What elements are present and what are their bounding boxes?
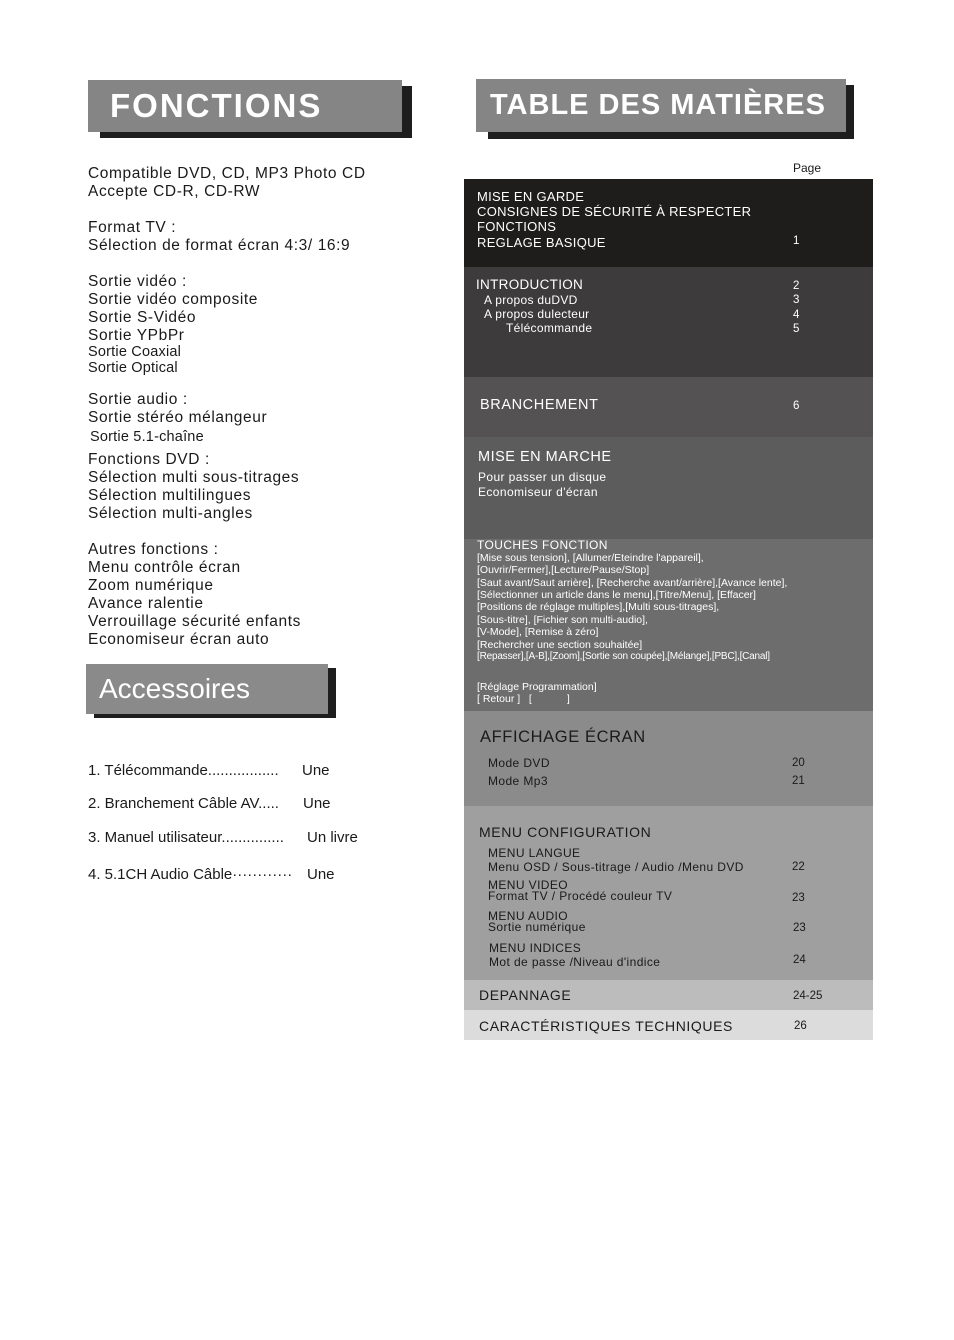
page-column-label: Page	[793, 161, 822, 175]
toc-sub-entry[interactable]: MENU AUDIO	[488, 909, 569, 923]
toc-sub-entry[interactable]: Télécommande	[506, 321, 593, 335]
toc-entry[interactable]: BRANCHEMENT	[480, 397, 599, 413]
toc-sub-entry[interactable]: [Rechercher une section souhaitée]	[477, 639, 643, 651]
page-number: 24-25	[793, 990, 823, 1002]
toc-entry[interactable]: FONCTIONS	[477, 219, 557, 234]
toc-sub-entry[interactable]: MENU INDICES	[489, 941, 582, 955]
accessory-name: 3. Manuel utilisateur...............	[88, 829, 284, 846]
accessoires-title: Accessoires	[86, 664, 328, 714]
toc-sub-entry[interactable]: Economiseur d'écran	[478, 485, 598, 499]
toc-sub-entry[interactable]: [Mise sous tension], [Allumer/Eteindre l'appareil],	[477, 552, 704, 564]
page-number: 2	[793, 280, 800, 292]
toc-sub-entry[interactable]: [Réglage Programmation]	[477, 681, 597, 693]
feature-line: Verrouillage sécurité enfants	[88, 613, 301, 630]
accessory-qty: Une	[303, 795, 331, 812]
toc-entry[interactable]: DEPANNAGE	[479, 987, 572, 1003]
feature-line: Menu contrôle écran	[88, 559, 241, 576]
toc-sub-entry[interactable]: Mode Mp3	[488, 774, 548, 788]
accessory-item	[88, 762, 330, 779]
toc-sub-entry[interactable]: Mode DVD	[488, 756, 550, 770]
feature-line: Sortie 5.1-chaîne	[90, 429, 204, 445]
feature-heading: Sortie vidéo :	[88, 273, 187, 290]
feature-heading: Sortie audio :	[88, 391, 188, 408]
accessoires-header	[86, 664, 336, 718]
toc-entry[interactable]: AFFICHAGE ÉCRAN	[480, 728, 646, 746]
feature-line: Sortie YPbPr	[88, 327, 185, 344]
feature-line: Sortie S-Vidéo	[88, 309, 197, 326]
toc-sub-entry[interactable]: [Saut avant/Saut arrière], [Recherche avant/arrière],[Avance lente],	[477, 577, 788, 589]
toc-sub-entry[interactable]: [Repasser],[A-B],[Zoom],[Sortie son coupée],[Mélange],[PBC],[Canal]	[477, 651, 770, 662]
toc-sub-entry[interactable]: Format TV / Procédé couleur TV	[488, 889, 673, 903]
page-number: 23	[792, 892, 805, 904]
toc-sub-entry[interactable]: [Positions de réglage multiples],[Multi sous-titrages],	[477, 601, 720, 613]
toc-title: TABLE DES MATIÈRES	[476, 79, 846, 132]
accessory-name: 1. Télécommande.................	[88, 762, 279, 779]
accessory-qty: Une	[302, 762, 330, 779]
page-number: 1	[793, 235, 800, 247]
page-number: 23	[793, 922, 806, 934]
feature-line: Sélection de format écran 4:3/ 16:9	[88, 237, 351, 254]
toc-sub-entry[interactable]: A propos duDVD	[484, 293, 578, 307]
feature-line: Sortie Optical	[88, 360, 178, 376]
toc-entry[interactable]: TOUCHES FONCTION	[477, 538, 608, 552]
feature-heading: Autres fonctions :	[88, 541, 219, 558]
toc-sub-entry[interactable]: MENU LANGUE	[488, 846, 581, 860]
toc-sub-entry[interactable]: Sortie numérique	[488, 920, 586, 934]
feature-line: Sélection multi sous-titrages	[88, 469, 300, 486]
toc-entry[interactable]: REGLAGE BASIQUE	[477, 235, 606, 250]
feature-line: Compatible DVD, CD, MP3 Photo CD	[88, 165, 366, 182]
toc-sub-entry[interactable]: [Sélectionner un article dans le menu],[Titre/Menu], [Effacer]	[477, 589, 756, 601]
feature-line: Sortie stéréo mélangeur	[88, 409, 268, 426]
page-number: 4	[793, 309, 800, 321]
accessory-name: 4. 5.1CH Audio Câble············	[88, 866, 293, 883]
fonctions-title: FONCTIONS	[88, 80, 402, 132]
accessory-name: 2. Branchement Câble AV.....	[88, 795, 279, 812]
toc-sub-entry[interactable]: Mot de passe /Niveau d'indice	[489, 955, 661, 969]
feature-line: Avance ralentie	[88, 595, 204, 612]
page-number: 26	[794, 1020, 807, 1032]
toc-header	[476, 79, 854, 139]
accessory-item	[88, 866, 335, 883]
page-number: 21	[792, 775, 805, 787]
feature-line: Sortie vidéo composite	[88, 291, 259, 308]
toc-entry[interactable]: MISE EN MARCHE	[478, 449, 612, 465]
page-number: 3	[793, 294, 800, 306]
feature-line: Sélection multi-angles	[88, 505, 253, 522]
accessory-qty: Un livre	[307, 829, 358, 846]
toc-sub-entry[interactable]: A propos dulecteur	[484, 307, 590, 321]
toc-sub-entry[interactable]: Menu OSD / Sous-titrage / Audio /Menu DVD	[488, 860, 744, 874]
page-number: 20	[792, 757, 805, 769]
page-number: 22	[792, 861, 805, 873]
toc-sub-entry[interactable]: [ Retour ] [ ]	[477, 693, 570, 705]
toc-entry[interactable]: INTRODUCTION	[476, 277, 584, 292]
page-number: 5	[793, 323, 800, 335]
feature-heading: Fonctions DVD :	[88, 451, 210, 468]
toc-entry[interactable]: CONSIGNES DE SÉCURITÉ À RESPECTER	[477, 204, 752, 219]
toc-sub-entry[interactable]: [V-Mode], [Remise à zéro]	[477, 626, 599, 638]
toc-sub-entry[interactable]: [Sous-titre], [Fichier son multi-audio],	[477, 614, 648, 626]
fonctions-header	[88, 80, 412, 138]
accessory-qty: Une	[307, 866, 335, 883]
page-number: 6	[793, 400, 800, 412]
feature-line: Sortie Coaxial	[88, 344, 182, 360]
feature-line: Economiseur écran auto	[88, 631, 270, 648]
toc-entry[interactable]: MENU CONFIGURATION	[479, 824, 652, 840]
toc-entry[interactable]: CARACTÉRISTIQUES TECHNIQUES	[479, 1018, 733, 1034]
accessory-item	[88, 795, 331, 812]
toc-sub-entry[interactable]: Pour passer un disque	[478, 470, 607, 484]
page-number: 24	[793, 954, 806, 966]
accessory-item	[88, 829, 358, 846]
toc-entry[interactable]: MISE EN GARDE	[477, 189, 585, 204]
feature-line: Zoom numérique	[88, 577, 214, 594]
toc-sub-entry[interactable]: MENU VIDEO	[488, 878, 569, 892]
toc-sub-entry[interactable]: [Ouvrir/Fermer],[Lecture/Pause/Stop]	[477, 564, 650, 576]
feature-heading: Format TV :	[88, 219, 177, 236]
feature-line: Sélection multilingues	[88, 487, 252, 504]
feature-line: Accepte CD-R, CD-RW	[88, 183, 261, 200]
